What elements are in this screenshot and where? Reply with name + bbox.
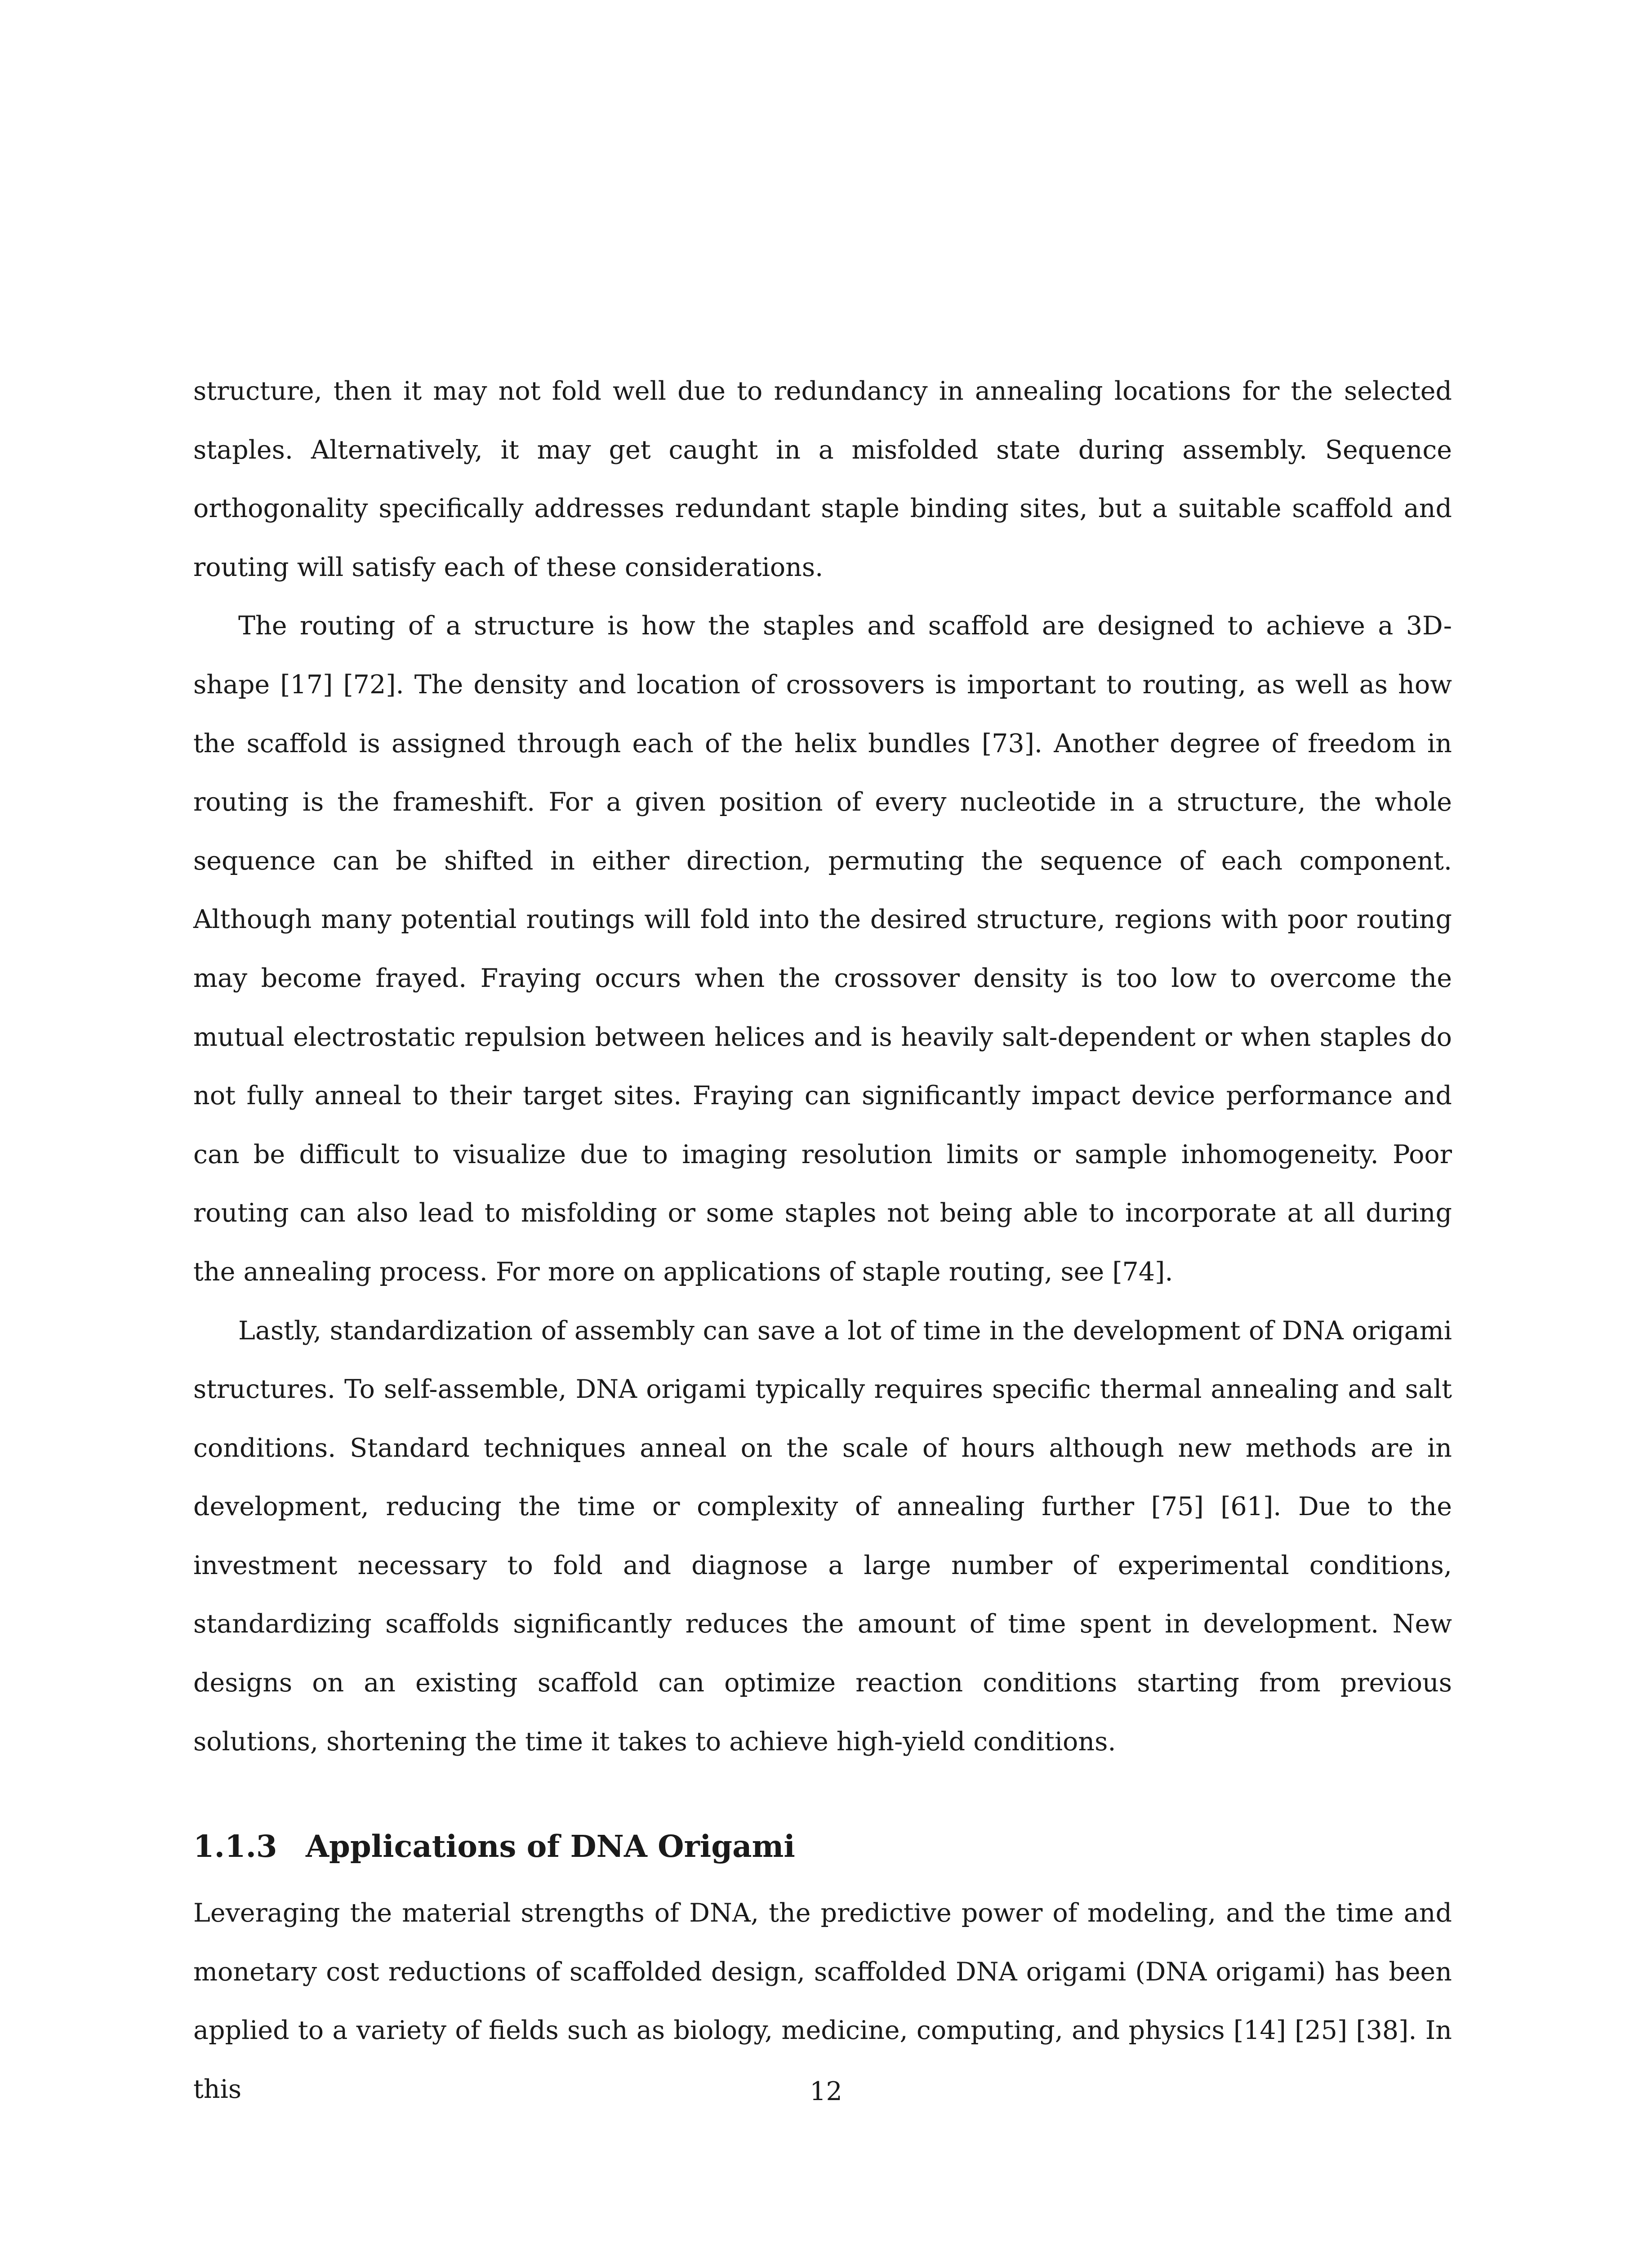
paragraph-applications: Leveraging the material strengths of DNA, the predictive power of modeling, and the time and monetary cost reductions of scaffolded design, scaffolded DNA origami (DNA origami) has been applied to a variety of fields such as biology, medicine, computing, and physics [14] [25] [38]. In this — [193, 1898, 1452, 2104]
paragraph-standardization: Lastly, standardization of assembly can save a lot of time in the development of DNA origami structures. To self-assemble, DNA origami typically requires specific thermal annealing and salt conditions. Standard techniques anneal on the scale of hours although new methods are in development, reducing the time or complexity of annealing further [75] [61]. Due to the investment necessary to fold and diagnose a large number of experimental conditions, standardizing scaffolds significantly reduces the amount of time spent in development. New designs on an existing scaffold can optimize reaction conditions starting from previous solutions, shortening the time it takes to achieve high-yield conditions. — [193, 1316, 1452, 1757]
paragraph-routing: The routing of a structure is how the staples and scaffold are designed to achieve a 3D-shape [17] [72]. The density and location of crossovers is important to routing, as well as how the scaffold is assigned through each of the helix bundles [73]. Another degree of freedom in routing is the frameshift. For a given position of every nucleotide in a structure, the whole sequence can be shifted in either direction, permuting the sequence of each component. Although many potential routings will fold into the desired structure, regions with poor routing may become frayed. Fraying occurs when the crossover density is too low to overcome the mutual electrostatic repulsion between helices and is heavily salt-dependent or when staples do not fully anneal to their target sites. Fraying can significantly impact device performance and can be difficult to visualize due to imaging resolution limits or sample inhomogeneity. Poor routing can also lead to misfolding or some staples not being able to incorporate at all during the annealing process. For more on applications of staple routing, see [74]. — [193, 611, 1452, 1287]
paragraph-continuation: structure, then it may not fold well due to redundancy in annealing locations for the selected staples. Alternatively, it may get caught in a misfolded state during assembly. Sequence orthogonality specifically addresses redundant staple binding sites, but a suitable scaffold and routing will satisfy each of these considerations. — [193, 376, 1452, 582]
section-heading — [193, 1826, 795, 1867]
page-number: 12 — [810, 2077, 842, 2106]
section-number: 1.1.3 — [193, 1829, 277, 1864]
body-text — [193, 362, 1452, 1771]
section-title: Applications of DNA Origami — [306, 1829, 795, 1864]
